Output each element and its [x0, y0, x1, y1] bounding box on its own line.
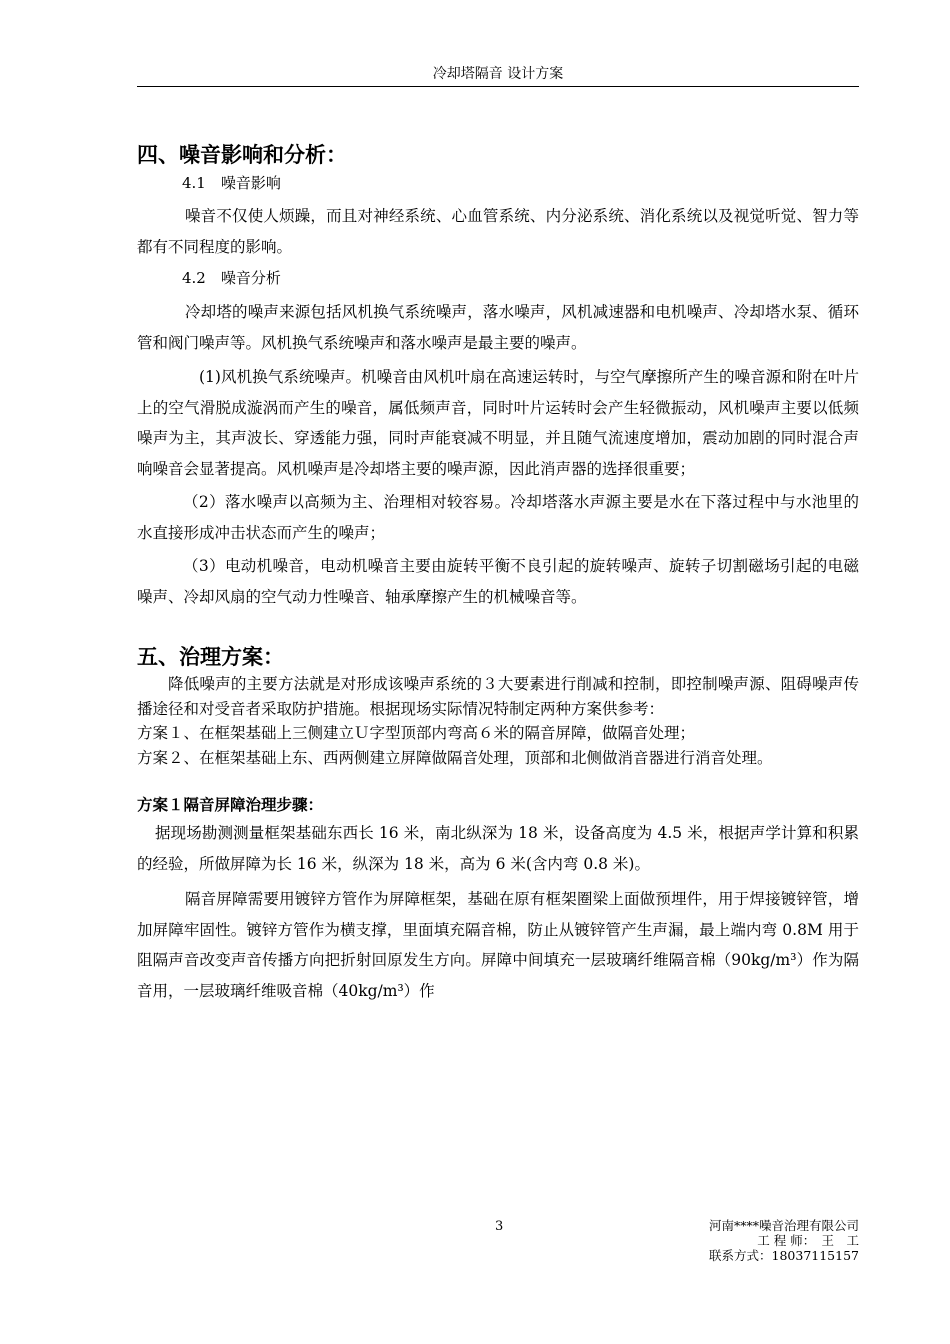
- plan1-paragraph-2: 隔音屏障需要用镀锌方管作为屏障框架，基础在原有框架圈梁上面做预埋件，用于焊接镀锌管，增加屏障牢固性。镀锌方管作为横支撑，里面填充隔音棉，防止从镀锌管产生声漏，最上端内弯 0.8M 用于阻隔声音改变声音传播方向把折射回原发生方向。屏障中间填充一层玻璃纤维隔音棉（90kg/m³）作为隔音用，一层玻璃纤维吸音棉（40kg/m³）作: [137, 890, 859, 1000]
- page-header: 冷却塔隔音 设计方案: [137, 62, 859, 87]
- document-body: [137, 140, 859, 1006]
- section4-paragraph-3: (1)风机换气系统噪声。机噪音由风机叶扇在高速运转时，与空气摩擦所产生的噪音源和附在叶片上的空气滑脱成漩涡而产生的噪音，属低频声音，同时叶片运转时会产生轻微振动，风机噪声主要以低频噪声为主，其声波长、穿透能力强，同时声能衰减不明显，并且随气流速度增加，震动加剧的同时混合声响噪音会显著提高。风机噪声是冷却塔主要的噪声源，因此消声器的选择很重要；: [137, 368, 859, 478]
- page-number: 3: [495, 1219, 504, 1234]
- section5-paragraph-1: 降低噪声的主要方法就是对形成该噪声系统的３大要素进行削减和控制，即控制噪声源、阻碍噪声传播途径和对受音者采取防护措施。根据现场实际情况特制定两种方案供参考：: [137, 675, 859, 718]
- plan1-paragraph-1: 据现场勘测测量框架基础东西长 16 米，南北纵深为 18 米，设备高度为 4.5 米，根据声学计算和积累的经验，所做屏障为长 16 米，纵深为 18 米，高为 6 米(含内弯 0.8 米)。: [137, 824, 859, 873]
- plan1-heading: 方案１隔音屏障治理步骤：: [137, 795, 324, 814]
- section4-paragraph-5: （3）电动机噪音，电动机噪音主要由旋转平衡不良引起的旋转噪声、旋转子切割磁场引起的电磁噪声、冷却风扇的空气动力性噪音、轴承摩擦产生的机械噪音等。: [137, 557, 859, 606]
- section5-plan2: 方案２、在框架基础上东、西两侧建立屏障做隔音处理，顶部和北侧做消音器进行消音处理。: [137, 748, 773, 767]
- footer-engineer: 工 程 师： 王 工: [757, 1233, 859, 1248]
- section5-plan1: 方案１、在框架基础上三侧建立Ｕ字型顶部内弯高６米的隔音屏障，做隔音处理；: [137, 724, 696, 742]
- footer-contact: 联系方式：18037115157: [709, 1248, 859, 1263]
- section4-paragraph-2: 冷却塔的噪声来源包括风机换气系统噪声，落水噪声，风机减速器和电机噪声、冷却塔水泵、循环管和阀门噪声等。风机换气系统噪声和落水噪声是最主要的噪声。: [137, 303, 859, 352]
- section4-heading: 四、噪音影响和分析：: [137, 143, 347, 167]
- footer-company: 河南****噪音治理有限公司: [708, 1218, 859, 1233]
- footer-company-info: [709, 1218, 859, 1263]
- section4-paragraph-4: （2）落水噪声以高频为主、治理相对较容易。冷却塔落水声源主要是水在下落过程中与水池里的水直接形成冲击状态而产生的噪声；: [137, 493, 859, 542]
- section4-sub1: 4.1 噪音影响: [182, 174, 281, 192]
- section4-paragraph-1: 噪音不仅使人烦躁，而且对神经系统、心血管系统、内分泌系统、消化系统以及视觉听觉、智力等都有不同程度的影响。: [137, 207, 859, 256]
- section5-heading: 五、治理方案：: [137, 645, 284, 669]
- section4-sub2: 4.2 噪音分析: [182, 269, 281, 287]
